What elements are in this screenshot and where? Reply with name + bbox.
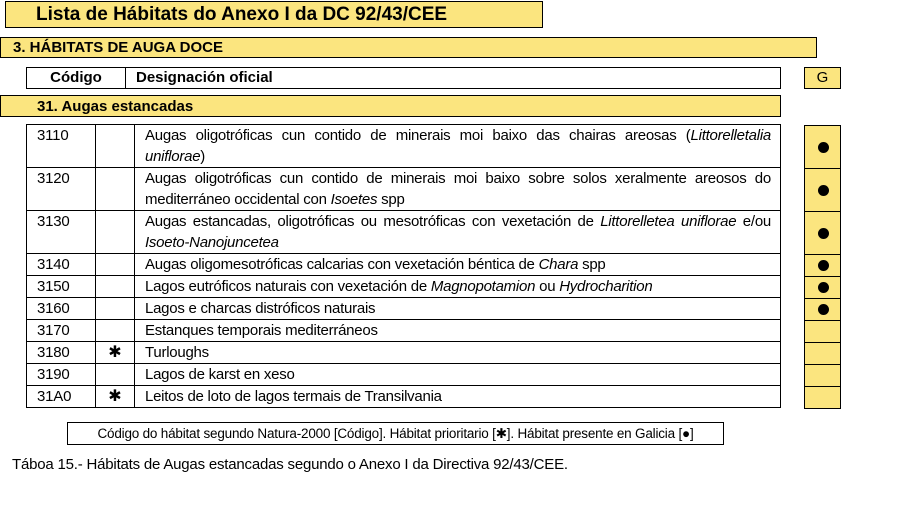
- galicia-cell: [804, 364, 841, 387]
- habitat-designation: Estanques temporais mediterráneos: [135, 320, 781, 342]
- galicia-dot-icon: [818, 228, 829, 239]
- section-heading: 3. HÁBITATS DE AUGA DOCE: [0, 37, 817, 58]
- subsection-heading: 31. Augas estancadas: [0, 95, 781, 117]
- table-caption: Táboa 15.- Hábitats de Augas estancadas segundo o Anexo I da Directiva 92/43/CEE.: [12, 456, 568, 473]
- habitat-designation: Augas oligotróficas cun contido de minerais moi baixo das chairas areosas (Littorelletalia uniflorae): [135, 125, 781, 168]
- priority-star-icon: [96, 125, 135, 168]
- table-row: [27, 276, 781, 298]
- header-designacion: Designación oficial: [136, 69, 273, 86]
- table-row: [27, 386, 781, 408]
- habitat-table: [26, 124, 781, 408]
- galicia-dot-icon: [818, 142, 829, 153]
- priority-star-icon: ✱: [96, 386, 135, 408]
- priority-star-icon: [96, 298, 135, 320]
- habitat-code: 3160: [27, 298, 96, 320]
- habitat-designation: Lagos e charcas distróficos naturais: [135, 298, 781, 320]
- galicia-cell: [804, 168, 841, 212]
- priority-star-icon: [96, 364, 135, 386]
- galicia-dot-icon: [818, 304, 829, 315]
- table-row: [27, 364, 781, 386]
- habitat-designation: Augas oligotróficas cun contido de minerais moi baixo sobre solos xeralmente areosos do mediterráneo occidental con Isoetes spp: [135, 168, 781, 211]
- priority-star-icon: [96, 320, 135, 342]
- habitat-code: 31A0: [27, 386, 96, 408]
- priority-star-icon: [96, 276, 135, 298]
- galicia-dot-icon: [818, 185, 829, 196]
- galicia-dot-icon: [818, 282, 829, 293]
- habitat-code: 3150: [27, 276, 96, 298]
- habitat-designation: Augas oligomesotróficas calcarias con vexetación béntica de Chara spp: [135, 254, 781, 276]
- table-row: [27, 211, 781, 254]
- galicia-cell: [804, 276, 841, 299]
- table-row: [27, 168, 781, 211]
- priority-star-icon: [96, 168, 135, 211]
- habitat-code: 3110: [27, 125, 96, 168]
- table-row: [27, 298, 781, 320]
- table-row: [27, 320, 781, 342]
- page-title: Lista de Hábitats do Anexo I da DC 92/43/CEE: [5, 1, 543, 28]
- galicia-cell: [804, 342, 841, 365]
- table-row: [27, 342, 781, 364]
- galicia-cell: [804, 298, 841, 321]
- galicia-cell: [804, 211, 841, 255]
- habitat-designation: Turloughs: [135, 342, 781, 364]
- habitat-code: 3140: [27, 254, 96, 276]
- priority-star-icon: [96, 254, 135, 276]
- habitat-designation: Lagos eutróficos naturais con vexetación de Magnopotamion ou Hydrocharition: [135, 276, 781, 298]
- galicia-cell: [804, 254, 841, 277]
- galicia-cell: [804, 320, 841, 343]
- galicia-cell: [804, 386, 841, 409]
- habitat-designation: Augas estancadas, oligotróficas ou mesotróficas con vexetación de Littorelletea uniflorae e/ou Isoeto-Nanojuncetea: [135, 211, 781, 254]
- habitat-code: 3190: [27, 364, 96, 386]
- habitat-designation: Lagos de karst en xeso: [135, 364, 781, 386]
- habitat-code: 3130: [27, 211, 96, 254]
- priority-star-icon: ✱: [96, 342, 135, 364]
- habitat-code: 3180: [27, 342, 96, 364]
- legend: Código do hábitat segundo Natura-2000 [Código]. Hábitat prioritario [✱]. Hábitat presente en Galicia [●]: [67, 422, 724, 445]
- habitat-code: 3170: [27, 320, 96, 342]
- header-galicia: G: [804, 67, 841, 89]
- header-codigo: Código: [27, 68, 126, 88]
- priority-star-icon: [96, 211, 135, 254]
- habitat-code: 3120: [27, 168, 96, 211]
- galicia-cell: [804, 125, 841, 169]
- galicia-dot-icon: [818, 260, 829, 271]
- habitat-designation: Leitos de loto de lagos termais de Transilvania: [135, 386, 781, 408]
- table-row: [27, 254, 781, 276]
- table-header: [26, 67, 781, 89]
- table-row: [27, 125, 781, 168]
